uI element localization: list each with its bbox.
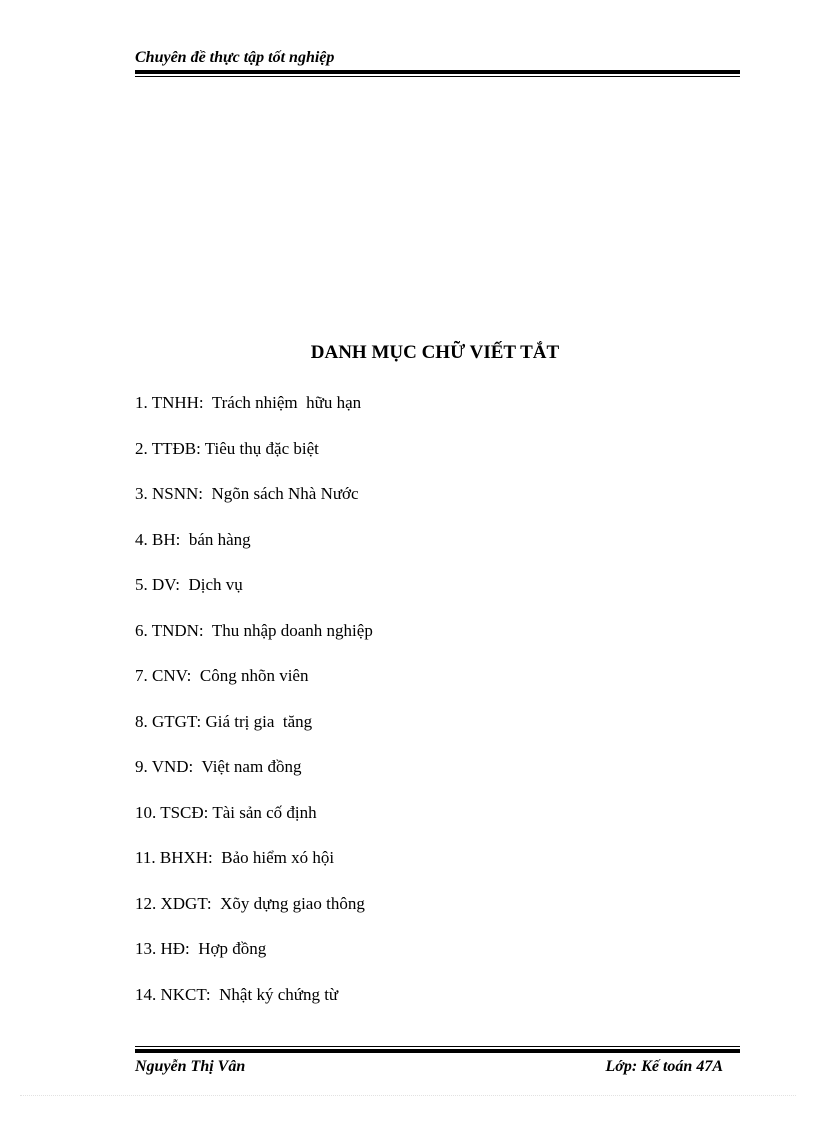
abbreviation-list [135, 392, 735, 1029]
abbreviation-item: 7. CNV: Công nhõn viên [135, 666, 309, 685]
abbreviation-item: 2. TTĐB: Tiêu thụ đặc biệt [135, 438, 319, 458]
abbreviation-item: 12. XDGT: Xõy dựng giao thông [135, 893, 365, 913]
page-footer [135, 1046, 740, 1077]
abbreviation-item: 10. TSCĐ: Tài sản cố định [135, 802, 317, 822]
document-title: DANH MỤC CHỮ VIẾT TẮT [310, 342, 560, 363]
header-rule-thick [135, 70, 740, 74]
abbreviation-item: 14. NKCT: Nhật ký chứng từ [135, 984, 339, 1004]
abbreviation-item: 6. TNDN: Thu nhập doanh nghiệp [135, 620, 373, 640]
header-title: Chuyên đề thực tập tốt nghiệp [135, 49, 335, 66]
abbreviation-item: 8. GTGT: Giá trị gia tăng [135, 711, 313, 731]
abbreviation-item: 13. HĐ: Hợp đồng [135, 939, 267, 958]
footer-row [135, 1057, 740, 1077]
abbreviation-item: 9. VND: Việt nam đồng [135, 757, 302, 776]
page-bottom-border [20, 1095, 796, 1096]
abbreviation-item: 5. DV: Dịch vụ [135, 575, 243, 594]
footer-rule-thick [135, 1049, 740, 1053]
footer-rule-thin [135, 1046, 740, 1047]
abbreviation-item: 3. NSNN: Ngõn sách Nhà Nước [135, 484, 359, 503]
abbreviation-item: 11. BHXH: Bảo hiểm xó hội [135, 848, 335, 867]
footer-class-label: Lớp: Kế toán 47A [605, 1058, 723, 1075]
page-header [135, 48, 740, 77]
header-rule-thin [135, 76, 740, 77]
footer-author: Nguyễn Thị Vân [135, 1058, 246, 1075]
abbreviation-item: 1. TNHH: Trách nhiệm hữu hạn [135, 393, 362, 412]
abbreviation-item: 4. BH: bán hàng [135, 529, 251, 549]
